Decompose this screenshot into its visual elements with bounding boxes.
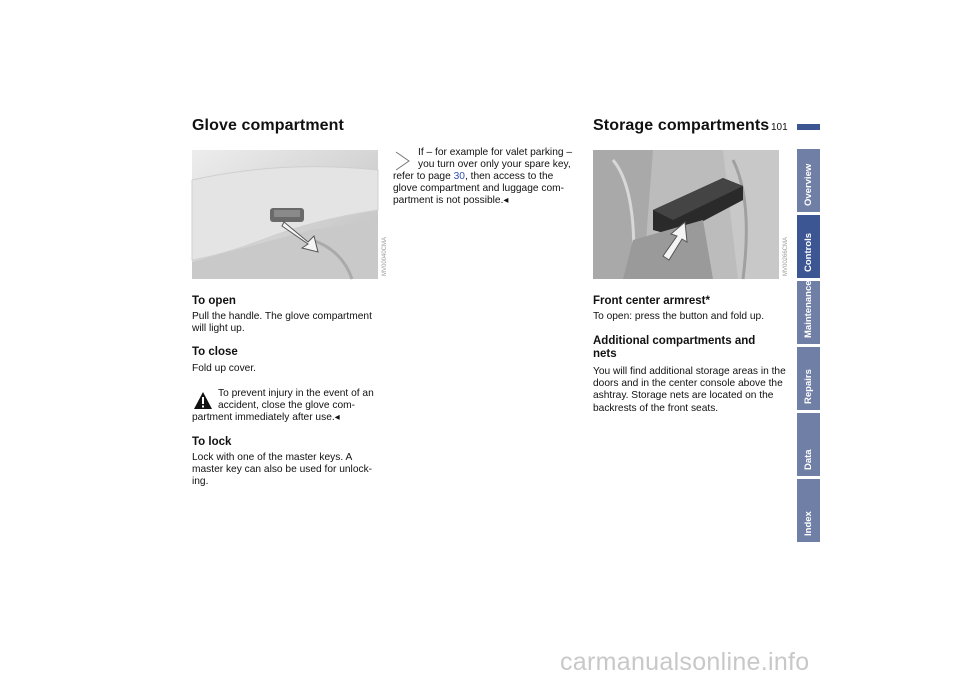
page-title-right: Storage compartments bbox=[593, 117, 770, 134]
text-to-lock: Lock with one of the master keys. A master key can also be used for unlock-ing. bbox=[192, 452, 373, 488]
armrest-photo bbox=[593, 150, 789, 279]
heading-to-open: To open bbox=[192, 295, 236, 307]
heading-front-center-armrest: Front center armrest* bbox=[593, 295, 710, 307]
warning-line-3: partment immediately after use.◂ bbox=[192, 412, 340, 423]
page-title-left: Glove compartment bbox=[192, 117, 344, 134]
glove-compartment-photo bbox=[192, 150, 388, 279]
tab-repairs[interactable]: Repairs bbox=[797, 347, 820, 410]
glove-compartment-illustration bbox=[192, 150, 378, 279]
note-icon bbox=[393, 150, 413, 172]
text-to-close: Fold up cover. bbox=[192, 363, 256, 374]
note-line-5: partment is not possible.◂ bbox=[393, 195, 509, 206]
tab-data[interactable]: Data bbox=[797, 413, 820, 476]
tab-overview[interactable]: Overview bbox=[797, 149, 820, 212]
tab-controls[interactable]: Controls bbox=[797, 215, 820, 278]
warning-line-1: To prevent injury in the event of an bbox=[218, 388, 374, 399]
heading-additional-compartments: Additional compartments and nets bbox=[593, 335, 756, 360]
text-front-center-armrest: To open: press the button and fold up. bbox=[593, 311, 765, 322]
note-line-3: refer to page 30, then access to the bbox=[393, 171, 554, 182]
text-to-open: Pull the handle. The glove compartment will light up. bbox=[192, 311, 372, 335]
tab-maintenance[interactable]: Maintenance bbox=[797, 281, 820, 344]
warning-line-2: accident, close the glove com- bbox=[218, 400, 356, 411]
section-tabs bbox=[797, 149, 820, 545]
armrest-illustration bbox=[593, 150, 779, 279]
photo-code: MV00040CMA bbox=[382, 236, 388, 276]
text-additional-compartments: You will find additional storage areas in the doors and in the center console above the ashtray. Storage nets are located on the backrests of the front seats. bbox=[593, 366, 786, 414]
page-reference-link[interactable]: 30 bbox=[453, 171, 465, 182]
heading-to-close: To close bbox=[192, 346, 238, 358]
photo-code: MV00266CMA bbox=[783, 236, 789, 276]
note-line-4: glove compartment and luggage com- bbox=[393, 183, 565, 194]
note-line-1: If – for example for valet parking – bbox=[418, 147, 573, 158]
warning-icon bbox=[193, 391, 213, 410]
page-marker-bar bbox=[797, 124, 820, 130]
watermark: carmanualsonline.info bbox=[560, 648, 810, 676]
page-number: 101 bbox=[771, 122, 788, 133]
note-line-2: you turn over only your spare key, bbox=[418, 159, 571, 170]
tab-index[interactable]: Index bbox=[797, 479, 820, 542]
heading-to-lock: To lock bbox=[192, 436, 232, 448]
